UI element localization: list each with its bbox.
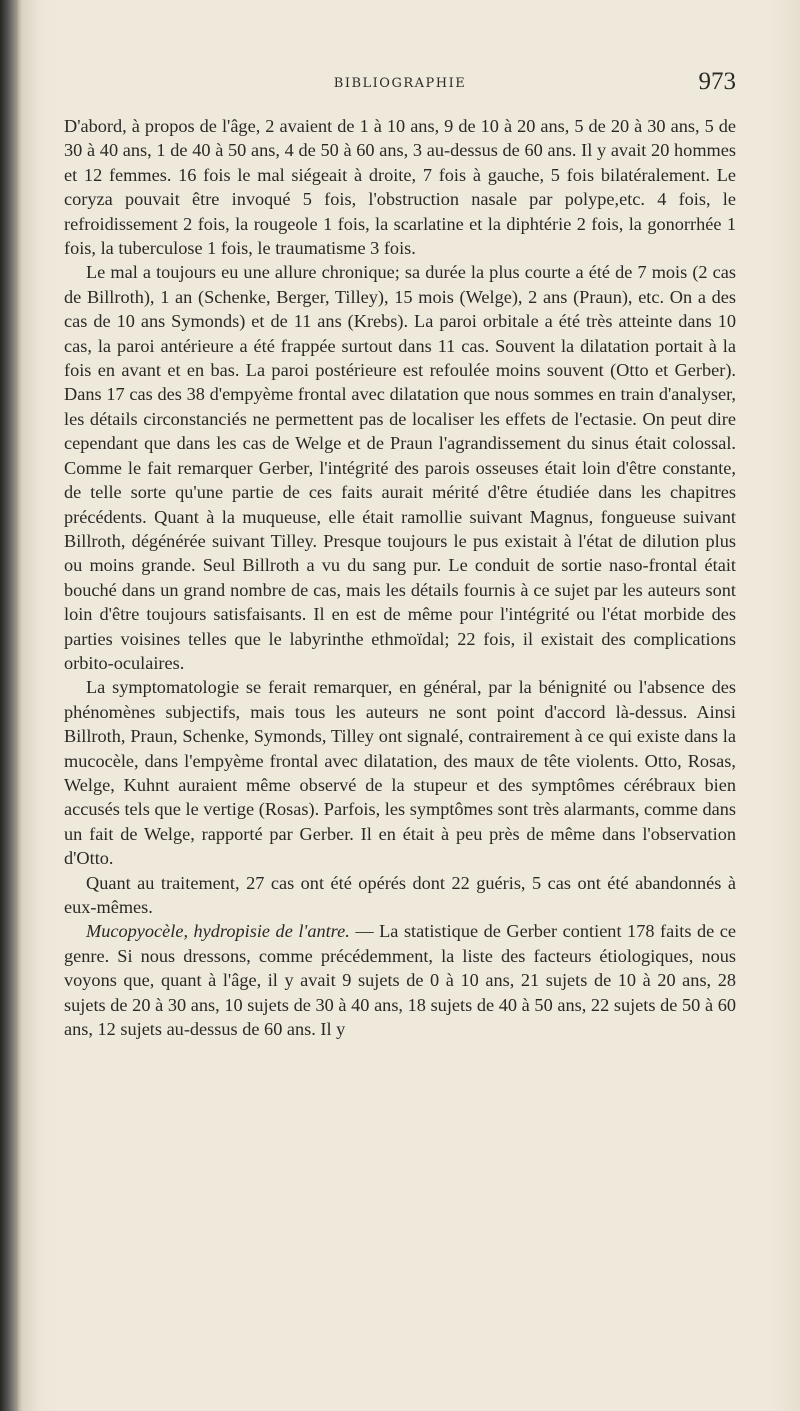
page-number: 973 <box>698 68 736 95</box>
paragraph-age-statistics: D'abord, à propos de l'âge, 2 avaient de 1 à 10 ans, 9 de 10 à 20 ans, 5 de 20 à 30 ans, 5 de 30 à 40 ans, 1 de 40 à 50 ans, 4 de 50 à 60 ans, 3 au-dessus de 60 ans. Il y avait 20 hommes et 12 femmes. 16 fois le mal siégeait à droite, 7 fois à gauche, 5 fois bilatéralement. Le coryza pouvait être invoqué 5 fois, l'obstruction nasale par polype,etc. 4 fois, le refroidissement 2 fois, la rougeole 1 fois, la scarlatine et la diphtérie 2 fois, la gonorrhée 1 fois, la tuberculose 1 fois, le traumatisme 3 fois. <box>64 116 736 259</box>
paragraph-treatment: Quant au traitement, 27 cas ont été opérés dont 22 guéris, 5 cas ont été abandonnés à eux-mêmes. <box>64 872 736 917</box>
body-text <box>64 114 736 1041</box>
paragraph-mucopyocele-text: — La statistique de Gerber contient 178 faits de ce genre. Si nous dressons, comme précédemment, la liste des facteurs étiologiques, nous voyons que, quant à l'âge, il y avait 9 sujets de 0 à 10 ans, 21 sujets de 10 à 20 ans, 28 sujets de 20 à 30 ans, 10 sujets de 30 à 40 ans, 18 sujets de 40 à 50 ans, 22 sujets de 50 à 60 ans, 12 sujets au-dessus de 60 ans. Il y <box>64 921 736 1040</box>
running-title: BIBLIOGRAPHIE <box>333 76 467 91</box>
paragraph-mucopyocele <box>64 919 736 1041</box>
paragraph-chronic-course: Le mal a toujours eu une allure chronique; sa durée la plus courte a été de 7 mois (2 cas de Billroth), 1 an (Schenke, Berger, Tilley), 15 mois (Welge), 2 ans (Praun), etc. On a des cas de 10 ans Symonds) et de 11 ans (Krebs). La paroi orbitale a été très atteinte dans 10 cas, la paroi antérieure a été frappée surtout dans 11 cas. Souvent la dilatation portait à la fois en avant et en bas. La paroi postérieure est refoulée moins souvent (Otto et Gerber). Dans 17 cas des 38 d'empyème frontal avec dilatation que nous sommes en train d'analyser, les détails circonstanciés ne permettent pas de localiser les effets de l'ectasie. On peut dire cependant que dans les cas de Welge et de Praun l'agrandissement du sinus était colossal. Comme le fait remarquer Gerber, l'intégrité des parois osseuses était loin d'être constante, de telle sorte qu'une partie de ces faits aurait mérité d'être étudiée dans les chapitres précédents. Quant à la muqueuse, elle était ramollie suivant Magnus, fongueuse suivant Billroth, dégénérée suivant Tilley. Presque toujours le pus existait à l'état de dilution plus ou moins grande. Seul Billroth a vu du sang pur. Le conduit de sortie naso-frontal était bouché dans un grand nombre de cas, mais les détails fournis à ce sujet par les auteurs sont loin d'être toujours satisfaisants. Il en est de même pour l'intégrité ou l'état morbide des parties voisines telles que le labyrinthe ethmoïdal; 22 fois, il existait des complications orbito-oculaires. <box>64 262 736 673</box>
book-spine-shadow <box>0 0 18 1411</box>
page-header <box>64 68 736 100</box>
section-heading-mucopyocele: Mucopyocèle, hydropisie de l'antre. <box>86 921 350 942</box>
paragraph-symptomatology: La symptomatologie se ferait remarquer, en général, par la bénignité ou l'absence des phénomènes subjectifs, mais tous les auteurs ne sont point d'accord là-dessus. Ainsi Billroth, Praun, Schenke, Symonds, Tilley ont signalé, contrairement à ce qui existe dans la mucocèle, dans l'empyème frontal avec dilatation, des maux de tête violents. Otto, Rosas, Welge, Kuhnt auraient même observé de la stupeur et des symptômes cérébraux bien accusés tels que le vertige (Rosas). Parfois, les symptômes sont très alarmants, comme dans un fait de Welge, rapporté par Gerber. Il en était à peu près de même dans l'observation d'Otto. <box>64 677 736 869</box>
